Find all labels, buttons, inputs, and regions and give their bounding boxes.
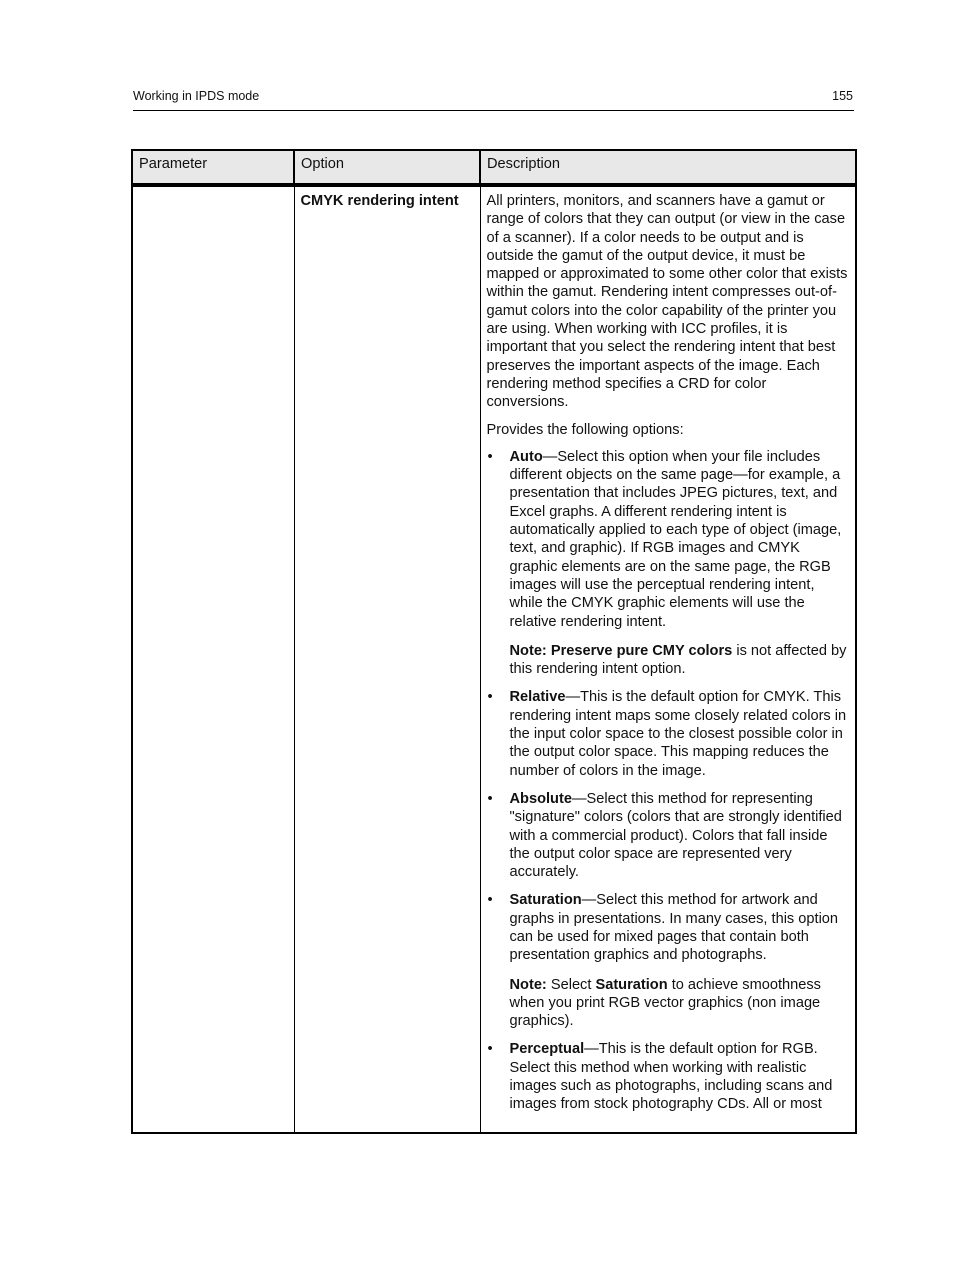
page-number: 155 xyxy=(832,89,853,103)
option-term: Perceptual xyxy=(509,1041,585,1058)
description-intro: All printers, monitors, and scanners have a gamut or range of colors that they can output (or view in the case of a scanner). If a color needs to be output and is outside the gamut of the output device, it must be mapped or approximated to some other color that exists within the gamut. Rendering intent compresses out-of-gamut colors into the color capability of the printer you are using. When working with ICC profiles, it is important that you select the rendering intent that best preserves the important aspects of the image. Each rendering method specifies a CRD for color conversions. xyxy=(486,193,848,411)
running-header xyxy=(133,88,854,111)
bullet-icon: • xyxy=(487,448,493,465)
option-term: Relative xyxy=(509,689,566,706)
bullet-icon: • xyxy=(487,892,493,909)
note-text: to achieve smoothness when you print RGB vector graphics (non image graphics). xyxy=(509,976,821,1030)
description-provides: Provides the following options: xyxy=(486,421,684,438)
bullet-icon: • xyxy=(487,1041,493,1058)
option-text: —Select this option when your file includes different objects on the same page—for example, a presentation that includes JPEG pictures, text, and Excel graphs. A different rendering intent is automatically applied to each type of object (image, text, and graphic). If RGB images and CMYK graphic elements are on the same page, the RGB images will use the perceptual rendering intent, while the CMYK graphic elements will use the relative rendering intent. xyxy=(509,448,842,630)
section-title: Working in IPDS mode xyxy=(133,89,260,103)
note xyxy=(510,976,850,1031)
parameter-cell xyxy=(132,185,294,1133)
note-text: is not affected by this rendering intent option. xyxy=(509,642,847,678)
list-item-perceptual xyxy=(487,1040,850,1113)
list-item-absolute xyxy=(487,790,850,881)
list-item-saturation xyxy=(487,891,850,1030)
table-header-row xyxy=(132,150,856,185)
options-list xyxy=(487,448,850,1114)
note xyxy=(510,642,850,679)
option-term: Saturation xyxy=(509,892,582,909)
column-header-description: Description xyxy=(480,150,856,185)
list-item-auto xyxy=(487,448,850,679)
option-text: —This is the default option for RGB. Select this method when working with realistic images such as photographs, including scans and images from stock photography CDs. All or most xyxy=(509,1041,833,1113)
option-term: Absolute xyxy=(509,790,572,807)
option-text: —Select this method for representing "signature" colors (colors that are strongly identified with a commercial product). Colors that fall inside the output color space are represented very accurately. xyxy=(509,790,842,881)
option-text: —Select this method for artwork and graphs in presentations. In many cases, this option can be used for mixed pages that contain both presentation graphics and photographs. xyxy=(509,892,839,964)
option-cell xyxy=(294,185,480,1133)
note-term: Saturation xyxy=(595,976,668,993)
option-text: —This is the default option for CMYK. This rendering intent maps some closely related colors in the input color space to the closest possible color in the output color space. This mapping reduces the number of colors in the image. xyxy=(509,689,847,779)
bullet-icon: • xyxy=(487,689,493,706)
column-header-option: Option xyxy=(294,150,480,185)
option-term: Auto xyxy=(509,448,543,465)
note-pre: Select xyxy=(546,976,596,993)
list-item-relative xyxy=(487,688,850,779)
column-header-parameter: Parameter xyxy=(132,150,294,185)
description-cell xyxy=(480,185,856,1133)
note-label: Note: xyxy=(509,976,547,993)
table-row xyxy=(132,185,856,1133)
parameter-table xyxy=(131,149,857,1134)
note-label: Note: Preserve pure CMY colors xyxy=(509,642,733,659)
option-title: CMYK rendering intent xyxy=(300,193,459,209)
bullet-icon: • xyxy=(487,790,493,807)
